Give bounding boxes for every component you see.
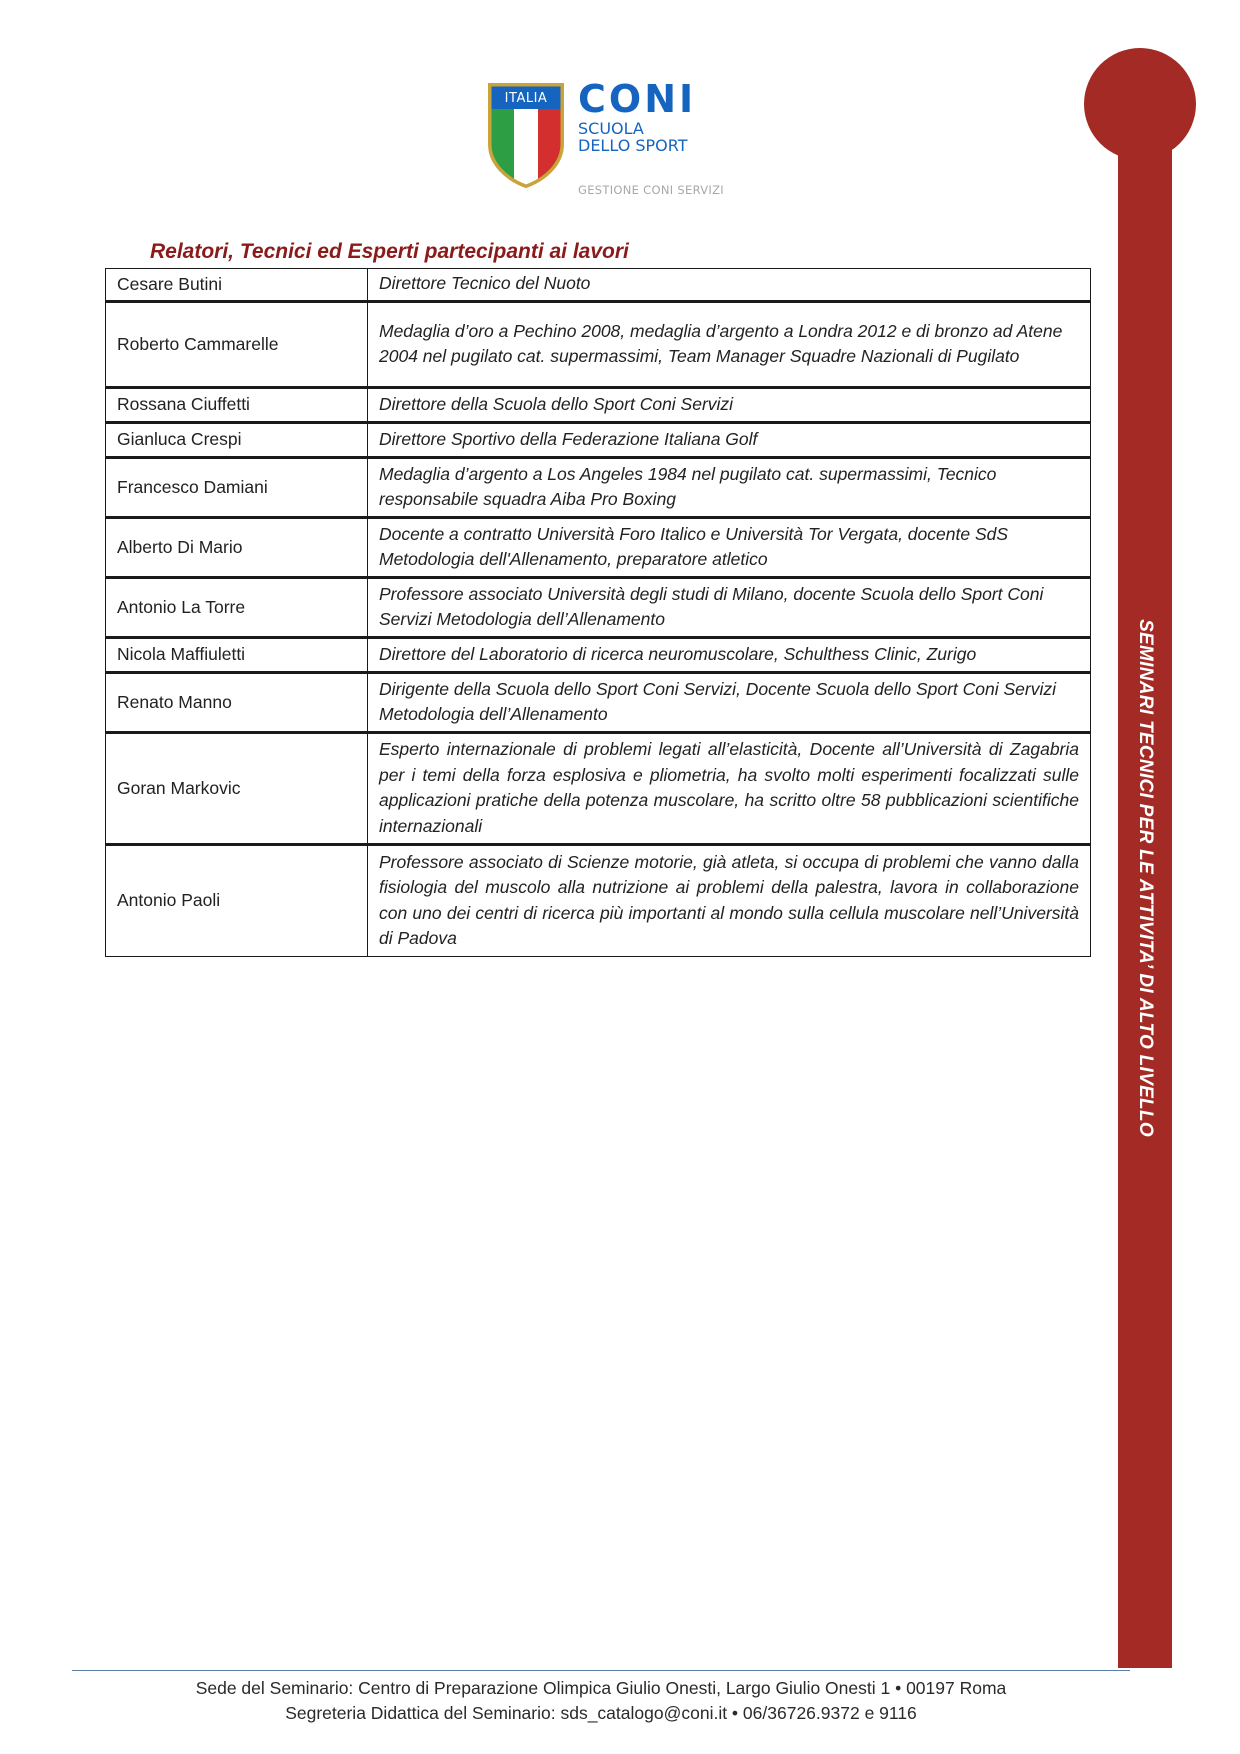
table-row xyxy=(106,673,1091,733)
participant-name: Cesare Butini xyxy=(106,269,368,302)
brand-sub-line2: DELLO SPORT xyxy=(578,136,688,155)
participant-role: Professore associato Università degli studi di Milano, docente Scuola dello Sport Coni Servizi Metodologia dell’Allenamento xyxy=(368,578,1091,638)
participant-name: Nicola Maffiuletti xyxy=(106,638,368,673)
table-row xyxy=(106,458,1091,518)
participant-role: Docente a contratto Università Foro Italico e Università Tor Vergata, docente SdS Metodologia dell'Allenamento, preparatore atletico xyxy=(368,518,1091,578)
participant-role: Professore associato di Scienze motorie, già atleta, si occupa di problemi che vanno dalla fisiologia del muscolo alla nutrizione ai problemi della palestra, lavora in collaborazione con uno dei centri di ricerca più importanti al mondo sulla cellula muscolare nell’Università di Padova xyxy=(368,845,1091,957)
participant-role: Medaglia d’oro a Pechino 2008, medaglia d’argento a Londra 2012 e di bronzo ad Atene 2004 nel pugilato cat. supermassimi, Team Manager Squadre Nazionali di Pugilato xyxy=(368,302,1091,388)
participant-name: Antonio Paoli xyxy=(106,845,368,957)
participant-role: Esperto internazionale di problemi legati all’elasticità, Docente all’Università di Zagabria per i temi della forza esplosiva e pliometria, ha svolto molti esperimenti focalizzati sulle applicazioni pratiche della potenza muscolare, ha scritto oltre 58 pubblicazioni scientifiche internazionali xyxy=(368,733,1091,845)
footer-divider xyxy=(72,1670,1130,1671)
participants-table xyxy=(105,268,1091,957)
table-row xyxy=(106,302,1091,388)
participant-name: Alberto Di Mario xyxy=(106,518,368,578)
coni-logo xyxy=(487,77,767,205)
participant-name: Roberto Cammarelle xyxy=(106,302,368,388)
participant-name: Gianluca Crespi xyxy=(106,423,368,458)
participant-role: Direttore del Laboratorio di ricerca neuromuscolare, Schulthess Clinic, Zurigo xyxy=(368,638,1091,673)
footer-contacts: Segreteria Didattica del Seminario: sds_catalogo@coni.it • 06/36726.9372 e 9116 xyxy=(285,1703,917,1723)
table-row xyxy=(106,388,1091,423)
participant-role: Direttore della Scuola dello Sport Coni Servizi xyxy=(368,388,1091,423)
table-row xyxy=(106,423,1091,458)
participant-role: Direttore Sportivo della Federazione Italiana Golf xyxy=(368,423,1091,458)
participant-name: Rossana Ciuffetti xyxy=(106,388,368,423)
brand-sub-line1: SCUOLA xyxy=(578,119,644,138)
participant-name: Goran Markovic xyxy=(106,733,368,845)
table-row xyxy=(106,518,1091,578)
sidebar-title: SEMINARI TECNICI PER LE ATTIVITA’ DI ALTO LIVELLO xyxy=(1135,619,1156,1137)
brand-block xyxy=(578,77,697,155)
participant-role: Medaglia d’argento a Los Angeles 1984 nel pugilato cat. supermassimi, Tecnico responsabile squadra Aiba Pro Boxing xyxy=(368,458,1091,518)
footer-venue: Sede del Seminario: Centro di Preparazione Olimpica Giulio Onesti, Largo Giulio Onesti 1 • 00197 Roma xyxy=(195,1678,1007,1698)
table-row xyxy=(106,638,1091,673)
table-row xyxy=(106,269,1091,302)
table-row xyxy=(106,733,1091,845)
table-row xyxy=(106,578,1091,638)
shield-label: ITALIA xyxy=(504,91,548,106)
participant-name: Francesco Damiani xyxy=(106,458,368,518)
italia-shield-icon xyxy=(487,82,565,189)
section-title: Relatori, Tecnici ed Esperti partecipanti ai lavori xyxy=(150,240,629,263)
participant-name: Renato Manno xyxy=(106,673,368,733)
brand-tagline: GESTIONE CONI SERVIZI xyxy=(578,183,724,197)
brand-name: CONI xyxy=(578,77,697,121)
participant-role: Direttore Tecnico del Nuoto xyxy=(368,269,1091,302)
footer xyxy=(72,1676,1130,1726)
participant-name: Antonio La Torre xyxy=(106,578,368,638)
table-row xyxy=(106,845,1091,957)
participant-role: Dirigente della Scuola dello Sport Coni Servizi, Docente Scuola dello Sport Coni Servizi Metodologia dell’Allenamento xyxy=(368,673,1091,733)
